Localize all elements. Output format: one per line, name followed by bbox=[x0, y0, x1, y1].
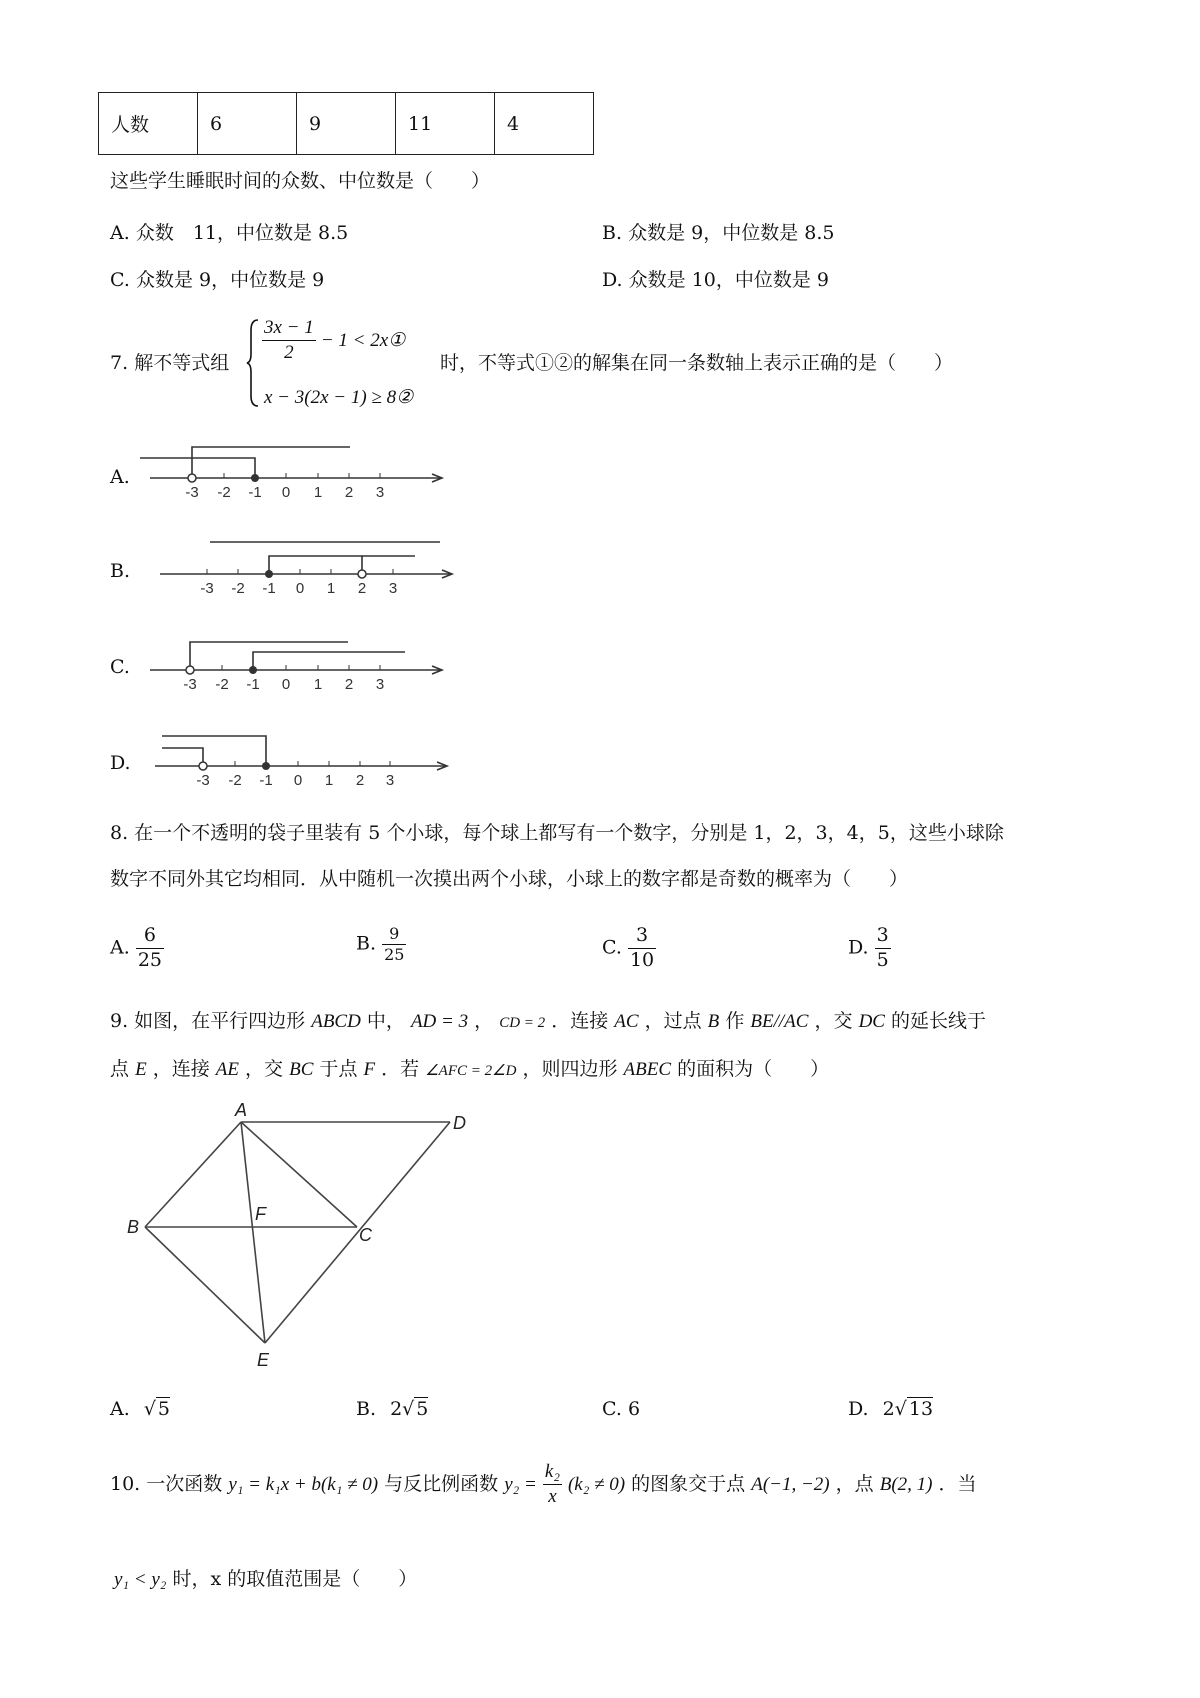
closed-point bbox=[251, 474, 259, 482]
math-run: A(−1, −2) bbox=[751, 1473, 830, 1495]
text-run: 的图象交于点 bbox=[631, 1472, 746, 1495]
q10-line-1 bbox=[110, 1460, 977, 1509]
option-label: B. bbox=[356, 1398, 377, 1420]
tick-label: 1 bbox=[313, 484, 323, 500]
option-label: A. bbox=[110, 1398, 130, 1420]
fraction-denominator: 10 bbox=[629, 948, 655, 971]
tick-label: -2 bbox=[228, 772, 242, 788]
text-run: ，过点 bbox=[644, 1010, 702, 1032]
tick-label: 2 bbox=[355, 772, 365, 788]
question-number: 10. bbox=[110, 1472, 141, 1495]
tick-label: -1 bbox=[246, 676, 260, 692]
left-brace-icon bbox=[246, 318, 260, 408]
tick-label: -3 bbox=[183, 676, 197, 692]
option-label: B. bbox=[602, 222, 623, 244]
math-run: F bbox=[363, 1059, 376, 1080]
tick-label: 3 bbox=[388, 580, 398, 596]
fraction-numerator: 9 bbox=[382, 924, 406, 945]
solution-ray-right-2 bbox=[253, 652, 405, 670]
open-point bbox=[188, 474, 196, 482]
q7-option-c-label[interactable]: C. bbox=[110, 656, 130, 678]
q7-lead-text: 解不等式组 bbox=[134, 352, 230, 374]
number-line-c[interactable] bbox=[140, 630, 450, 692]
point-label-c: C bbox=[359, 1225, 372, 1245]
table-cell: 9 bbox=[297, 93, 396, 155]
math-run: ABCD bbox=[311, 1011, 361, 1032]
solution-ray-left-1 bbox=[162, 736, 266, 766]
text-run: 点 bbox=[110, 1058, 130, 1080]
text-run: 的延长线于 bbox=[891, 1010, 987, 1032]
tick-label: -2 bbox=[217, 484, 231, 500]
option-text: 6 bbox=[627, 1398, 641, 1420]
q7-inequality-2: x − 3(2x − 1) ≥ 8② bbox=[264, 387, 414, 408]
option-text: 众数是 9，中位数是 9 bbox=[135, 269, 325, 291]
q6-option-c[interactable] bbox=[110, 265, 324, 292]
q9-line-2 bbox=[110, 1058, 829, 1082]
q8-option-d[interactable] bbox=[848, 924, 891, 973]
q8-option-c[interactable] bbox=[602, 924, 656, 973]
solution-ray-left-2 bbox=[162, 748, 203, 766]
tick-label: -1 bbox=[262, 580, 276, 596]
fraction-denominator: 25 bbox=[384, 945, 405, 964]
fraction-numerator: 3 bbox=[628, 924, 656, 949]
open-point bbox=[186, 666, 194, 674]
number-line-d[interactable] bbox=[150, 726, 460, 788]
option-label: B. bbox=[356, 932, 377, 955]
math-run: AC bbox=[614, 1011, 639, 1032]
fraction-numerator: 3 bbox=[875, 924, 891, 949]
option-label: D. bbox=[602, 269, 623, 291]
math-run: ∠AFC = 2∠D bbox=[425, 1063, 517, 1079]
q7-option-d-label[interactable]: D. bbox=[110, 752, 131, 774]
table-row bbox=[99, 93, 594, 155]
closed-point bbox=[262, 762, 270, 770]
option-label: A. bbox=[110, 222, 130, 244]
text-run: ，交 bbox=[814, 1010, 853, 1032]
text-run: ．当 bbox=[938, 1472, 977, 1495]
open-point bbox=[358, 570, 366, 578]
number-line-b[interactable] bbox=[150, 534, 460, 596]
table-cell: 4 bbox=[495, 93, 594, 155]
fraction-denominator: 2 bbox=[284, 341, 294, 363]
q8-line-2: 数字不同外其它均相同．从中随机一次摸出两个小球，小球上的数字都是奇数的概率为（ ） bbox=[110, 868, 909, 890]
q6-option-a[interactable] bbox=[110, 218, 348, 245]
q9-option-b[interactable]: B. 2√ 5 bbox=[356, 1398, 429, 1420]
text-run: 的面积为（ ） bbox=[677, 1058, 830, 1080]
tick-label: -1 bbox=[248, 484, 262, 500]
tick-label: 1 bbox=[324, 772, 334, 788]
text-run: 时，x 的取值范围是（ ） bbox=[172, 1568, 418, 1590]
coefficient: 2 bbox=[390, 1398, 403, 1420]
option-label: C. bbox=[602, 1398, 622, 1420]
math-run: BE//AC bbox=[750, 1011, 809, 1032]
segment-de bbox=[265, 1122, 450, 1343]
math-run: y₂ = bbox=[504, 1473, 537, 1495]
math-run: (k₂ ≠ 0) bbox=[567, 1473, 626, 1495]
tick-label: 2 bbox=[344, 484, 354, 500]
radicand: 13 bbox=[908, 1398, 934, 1420]
fraction-numerator: 3x − 1 bbox=[262, 316, 316, 341]
radicand: 5 bbox=[416, 1398, 429, 1420]
tick-label: -2 bbox=[231, 580, 245, 596]
option-label: C. bbox=[110, 269, 130, 291]
q10-line-2 bbox=[114, 1568, 417, 1592]
tick-label: 0 bbox=[295, 580, 305, 596]
question-number: 7. bbox=[110, 352, 129, 374]
q9-option-a[interactable]: A. √ 5 bbox=[110, 1398, 171, 1420]
tick-label: 3 bbox=[375, 676, 385, 692]
text-run: ， bbox=[474, 1010, 494, 1032]
solution-ray-right bbox=[192, 447, 350, 478]
text-run: ，点 bbox=[835, 1472, 874, 1495]
q6-option-b[interactable] bbox=[602, 218, 834, 245]
tick-label: 0 bbox=[281, 676, 291, 692]
tick-label: -3 bbox=[200, 580, 214, 596]
q9-option-d[interactable]: D. 2√ 13 bbox=[848, 1398, 934, 1420]
text-run: 作 bbox=[725, 1010, 745, 1032]
point-label-a: A bbox=[235, 1100, 248, 1120]
option-label: D. bbox=[848, 1398, 869, 1420]
tick-label: -1 bbox=[259, 772, 273, 788]
text-run: ．若 bbox=[381, 1058, 420, 1080]
table-cell: 人数 bbox=[99, 93, 198, 155]
point-label-d: D bbox=[453, 1113, 466, 1133]
solution-bracket bbox=[269, 556, 362, 574]
tick-label: -2 bbox=[215, 676, 229, 692]
fraction bbox=[543, 1460, 562, 1509]
point-label-f: F bbox=[255, 1204, 266, 1224]
open-point bbox=[199, 762, 207, 770]
text-run: ，交 bbox=[245, 1058, 284, 1080]
option-label: D. bbox=[848, 936, 869, 959]
text-run: ．连接 bbox=[551, 1010, 609, 1032]
q7-option-b-label[interactable]: B. bbox=[110, 560, 131, 582]
number-line-a[interactable] bbox=[140, 438, 450, 500]
fraction-denominator: x bbox=[548, 1485, 557, 1507]
tick-label: 2 bbox=[344, 676, 354, 692]
math-run: E bbox=[135, 1059, 147, 1080]
text-run: ，连接 bbox=[152, 1058, 210, 1080]
tick-label: 0 bbox=[293, 772, 303, 788]
data-table bbox=[98, 92, 594, 155]
q7-inequality-1 bbox=[262, 316, 405, 365]
math-run: B(2, 1) bbox=[879, 1473, 933, 1495]
closed-point bbox=[265, 570, 273, 578]
coefficient: 2 bbox=[882, 1398, 895, 1420]
radicand: 5 bbox=[157, 1398, 171, 1420]
point-label-b: B bbox=[127, 1217, 140, 1237]
q6-option-d[interactable] bbox=[602, 265, 829, 292]
q9-option-c[interactable] bbox=[602, 1398, 640, 1420]
option-text: 众数是 10，中位数是 9 bbox=[628, 269, 830, 291]
q7-option-a-label[interactable]: A. bbox=[110, 466, 130, 488]
table-cell: 11 bbox=[396, 93, 495, 155]
q7-lead bbox=[110, 352, 229, 375]
math-run: AD = 3 bbox=[410, 1011, 469, 1032]
text-run: ，则四边形 bbox=[522, 1058, 618, 1080]
tick-label: -3 bbox=[185, 484, 199, 500]
q8-option-a[interactable] bbox=[110, 924, 164, 973]
closed-point bbox=[249, 666, 257, 674]
tick-label: 0 bbox=[281, 484, 291, 500]
tick-label: 2 bbox=[357, 580, 367, 596]
math-run: DC bbox=[858, 1011, 885, 1032]
math-run: AE bbox=[215, 1059, 239, 1080]
fraction-numerator: 6 bbox=[136, 924, 164, 949]
text-run: 一次函数 bbox=[146, 1472, 223, 1495]
text-run: 中， bbox=[366, 1010, 405, 1032]
segment-ab bbox=[145, 1122, 241, 1227]
math-run: y₁ < y₂ bbox=[114, 1569, 167, 1590]
tick-label: 3 bbox=[385, 772, 395, 788]
math-run: BC bbox=[289, 1059, 314, 1080]
q8-option-b[interactable] bbox=[356, 924, 406, 965]
fraction-denominator: 5 bbox=[876, 948, 889, 971]
text-run: 9. 如图，在平行四边形 bbox=[110, 1010, 306, 1032]
solution-ray-left bbox=[140, 458, 255, 478]
math-run: B bbox=[707, 1011, 720, 1032]
option-label: C. bbox=[602, 936, 622, 959]
tick-label: 1 bbox=[326, 580, 336, 596]
segment-ae bbox=[241, 1122, 265, 1343]
table-cell: 6 bbox=[198, 93, 297, 155]
math-run: CD = 2 bbox=[499, 1015, 546, 1031]
tick-label: -3 bbox=[196, 772, 210, 788]
option-label: A. bbox=[110, 936, 130, 959]
tick-label: 3 bbox=[375, 484, 385, 500]
parallelogram-figure bbox=[115, 1100, 485, 1380]
q9-line-1 bbox=[110, 1010, 986, 1034]
tick-label: 1 bbox=[313, 676, 323, 692]
solution-ray-right-1 bbox=[190, 642, 348, 670]
text-run: 于点 bbox=[319, 1058, 358, 1080]
fraction-denominator: 25 bbox=[137, 948, 162, 971]
text-run: 与反比例函数 bbox=[384, 1472, 499, 1495]
q6-stem: 这些学生睡眠时间的众数、中位数是（ ） bbox=[110, 170, 491, 192]
math-run: y₁ = k₁x + b(k₁ ≠ 0) bbox=[228, 1473, 379, 1495]
point-label-e: E bbox=[257, 1350, 270, 1370]
option-text: 众数 11，中位数是 8.5 bbox=[135, 222, 349, 244]
q7-tail: 时，不等式①②的解集在同一条数轴上表示正确的是（ ） bbox=[440, 352, 954, 374]
q8-line-1: 8. 在一个不透明的袋子里装有 5 个小球，每个球上都写有一个数字，分别是 1，2，3，4，5，这些小球除 bbox=[110, 822, 1004, 844]
inequality-rest: − 1 < 2x① bbox=[320, 329, 406, 351]
segment-be bbox=[145, 1227, 265, 1343]
fraction-numerator: k₂ bbox=[543, 1460, 562, 1485]
math-run: ABEC bbox=[623, 1059, 672, 1080]
option-text: 众数是 9，中位数是 8.5 bbox=[628, 222, 835, 244]
